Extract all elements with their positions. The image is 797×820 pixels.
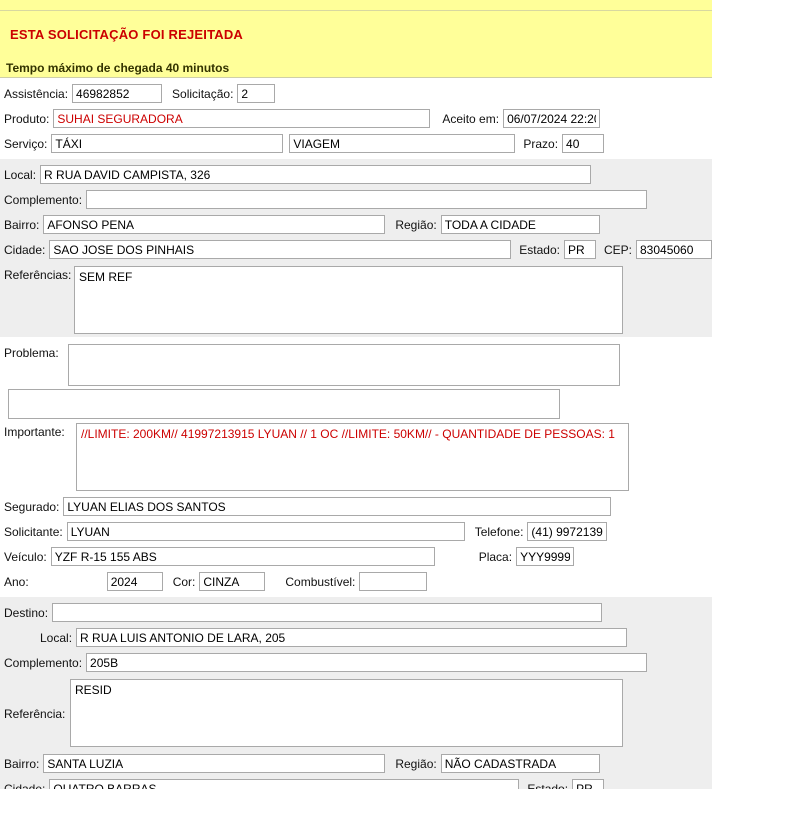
destino-regiao-input[interactable] [441,754,600,773]
max-time-banner [0,58,712,78]
complemento-label: Complemento: [4,192,83,207]
destino-local-label: Local: [40,630,73,645]
ano-input[interactable] [107,572,163,591]
servico-input[interactable] [51,134,283,153]
regiao-input[interactable] [441,215,600,234]
aceito-em-input[interactable] [503,109,600,128]
solicitante-label: Solicitante: [4,524,63,539]
row-importante [0,423,712,491]
combustivel-input[interactable] [359,572,427,591]
cor-input[interactable] [199,572,265,591]
row-referencias [0,266,712,334]
telefone-label: Telefone: [474,524,524,539]
row-destino [0,600,712,625]
segurado-input[interactable] [63,497,611,516]
assistencia-label: Assistência: [4,86,69,101]
destino-referencia-label: Referência: [4,707,66,721]
bairro-label: Bairro: [4,217,40,232]
top-strip [0,0,712,11]
row-veiculo [0,544,712,569]
row-segurado [0,494,712,519]
local-input[interactable] [40,165,591,184]
produto-label: Produto: [4,111,50,126]
bottom-blank-area [0,789,797,820]
destino-label: Destino: [4,605,49,620]
problem-insured-section [0,337,712,597]
estado-input[interactable] [564,240,596,259]
problema-extra-textarea[interactable] [8,389,560,419]
placa-input[interactable] [516,547,574,566]
row-complemento [0,187,712,212]
row-ano-cor-combustivel [0,569,712,594]
destino-local-input[interactable] [76,628,627,647]
destino-referencia-textarea[interactable] [70,679,623,747]
estado-label: Estado: [519,242,560,257]
importante-label: Importante: [4,425,65,439]
produto-input[interactable] [53,109,430,128]
origin-address-section [0,159,712,337]
solicitacao-input[interactable] [237,84,275,103]
segurado-label: Segurado: [4,499,60,514]
assistencia-input[interactable] [72,84,162,103]
ano-label: Ano: [4,574,29,589]
referencias-label: Referências: [4,268,72,282]
request-header-section [0,78,712,159]
destino-bairro-label: Bairro: [4,756,40,771]
problema-label: Problema: [4,346,59,360]
destino-bairro-input[interactable] [43,754,385,773]
rejected-banner [0,11,712,58]
destino-complemento-input[interactable] [86,653,647,672]
local-label: Local: [4,167,37,182]
destino-regiao-label: Região: [395,756,437,771]
row-assistencia [0,81,712,106]
row-cidade [0,237,712,262]
importante-textarea[interactable] [76,423,629,491]
aceito-em-label: Aceito em: [442,111,500,126]
cidade-input[interactable] [49,240,511,259]
row-destino-complemento [0,650,712,675]
row-local [0,162,712,187]
veiculo-input[interactable] [51,547,435,566]
complemento-input[interactable] [86,190,647,209]
prazo-label: Prazo: [523,136,559,151]
row-bairro [0,212,712,237]
rejected-banner-text: ESTA SOLICITAÇÃO FOI REJEITADA [10,27,244,42]
destination-section [0,597,712,804]
referencias-textarea[interactable] [74,266,623,334]
servico-label: Serviço: [4,136,48,151]
placa-label: Placa: [478,549,513,564]
destino-complemento-label: Complemento: [4,655,83,670]
cep-label: CEP: [603,242,632,257]
destino-input[interactable] [52,603,602,622]
max-time-text: Tempo máximo de chegada 40 minutos [6,60,230,75]
cidade-label: Cidade: [4,242,46,257]
row-problema [0,344,712,386]
row-servico [0,131,712,156]
row-produto [0,106,712,131]
combustivel-label: Combustível: [285,574,356,589]
cep-input[interactable] [636,240,712,259]
problema-textarea[interactable] [68,344,620,386]
cor-label: Cor: [172,574,196,589]
row-problema-extra [0,389,712,419]
bairro-input[interactable] [43,215,385,234]
row-destino-local [0,625,712,650]
veiculo-label: Veículo: [4,549,47,564]
row-destino-bairro [0,751,712,776]
solicitacao-label: Solicitação: [172,86,234,101]
servico-tipo-input[interactable] [289,134,515,153]
row-solicitante [0,519,712,544]
solicitante-input[interactable] [67,522,465,541]
regiao-label: Região: [395,217,437,232]
prazo-input[interactable] [562,134,604,153]
row-destino-referencia [0,679,712,747]
telefone-input[interactable] [527,522,607,541]
right-blank-area [712,0,797,820]
